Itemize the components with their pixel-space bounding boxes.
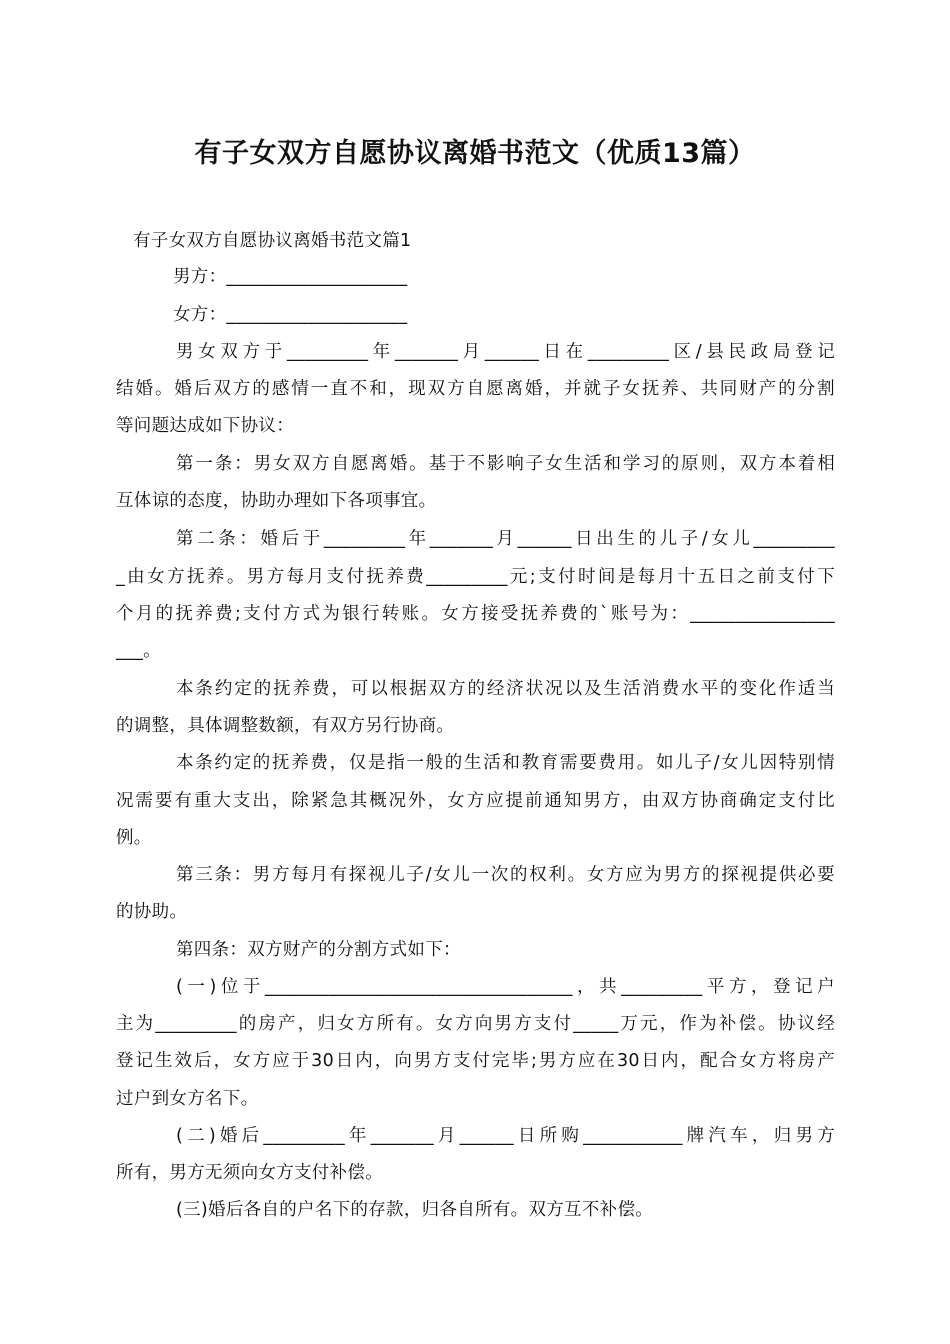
- paragraph-line: 男女双方于_________年_______月______日在_________区/县民政局登记: [176, 342, 835, 362]
- paragraph-line: 个月的抚养费;支付方式为银行转账。女方接受抚养费的`账号为：________________: [116, 604, 835, 624]
- paragraph-line: 过户到女方名下。: [116, 1089, 259, 1109]
- paragraph-line: 所有，男方无须向女方支付补偿。: [116, 1163, 383, 1183]
- paragraph-line: 结婚。婚后双方的感情一直不和，现双方自愿离婚，并就子女抚养、共同财产的分割: [116, 379, 835, 399]
- paragraph-line: (一)位于__________________________________，共_________平方，登记户: [176, 977, 835, 997]
- paragraph-line: 本条约定的抚养费，可以根据双方的经济状况以及生活消费水平的变化作适当: [176, 679, 835, 699]
- paragraph-line: ___。: [116, 641, 161, 661]
- paragraph-line: 第四条：双方财产的分割方式如下：: [176, 940, 461, 960]
- paragraph-line: 主为_________的房产，归女方所有。女方向男方支付_____万元，作为补偿。协议经: [116, 1014, 835, 1034]
- husband-field: 男方：____________________: [173, 267, 408, 287]
- paragraph-line: 的协助。: [116, 902, 188, 922]
- paragraph-line: (三)婚后各自的户名下的存款，归各自所有。双方互不补偿。: [176, 1200, 654, 1220]
- document-title: 有子女双方自愿协议离婚书范文（优质13篇）: [194, 138, 756, 169]
- paragraph-line: (二)婚后_________年_______月______日所购___________牌汽车，归男方: [176, 1126, 835, 1146]
- paragraph-line: _由女方抚养。男方每月支付抚养费_________元;支付时间是每月十五日之前支付下: [116, 567, 835, 587]
- paragraph-line: 况需要有重大支出，除紧急其概况外，女方应提前通知男方，由双方协商确定支付比: [116, 791, 835, 811]
- wife-field: 女方：____________________: [173, 305, 408, 325]
- section-heading: 有子女双方自愿协议离婚书范文篇1: [133, 231, 412, 251]
- paragraph-line: 第一条：男女双方自愿离婚。基于不影响子女生活和学习的原则，双方本着相: [176, 454, 835, 474]
- paragraph-line: 等问题达成如下协议：: [116, 416, 294, 436]
- paragraph-line: 互体谅的态度，协助办理如下各项事宜。: [116, 491, 437, 511]
- paragraph-line: 第二条：婚后于_________年_______月______日出生的儿子/女儿_________: [176, 529, 835, 549]
- paragraph-line: 本条约定的抚养费，仅是指一般的生活和教育需要费用。如儿子/女儿因特别情: [176, 753, 835, 773]
- paragraph-line: 登记生效后，女方应于30日内，向男方支付完毕;男方应在30日内，配合女方将房产: [116, 1051, 835, 1071]
- paragraph-line: 的调整，具体调整数额，有双方另行协商。: [116, 716, 455, 736]
- paragraph-line: 第三条：男方每月有探视儿子/女儿一次的权利。女方应为男方的探视提供必要: [176, 865, 835, 885]
- paragraph-line: 例。: [116, 828, 152, 848]
